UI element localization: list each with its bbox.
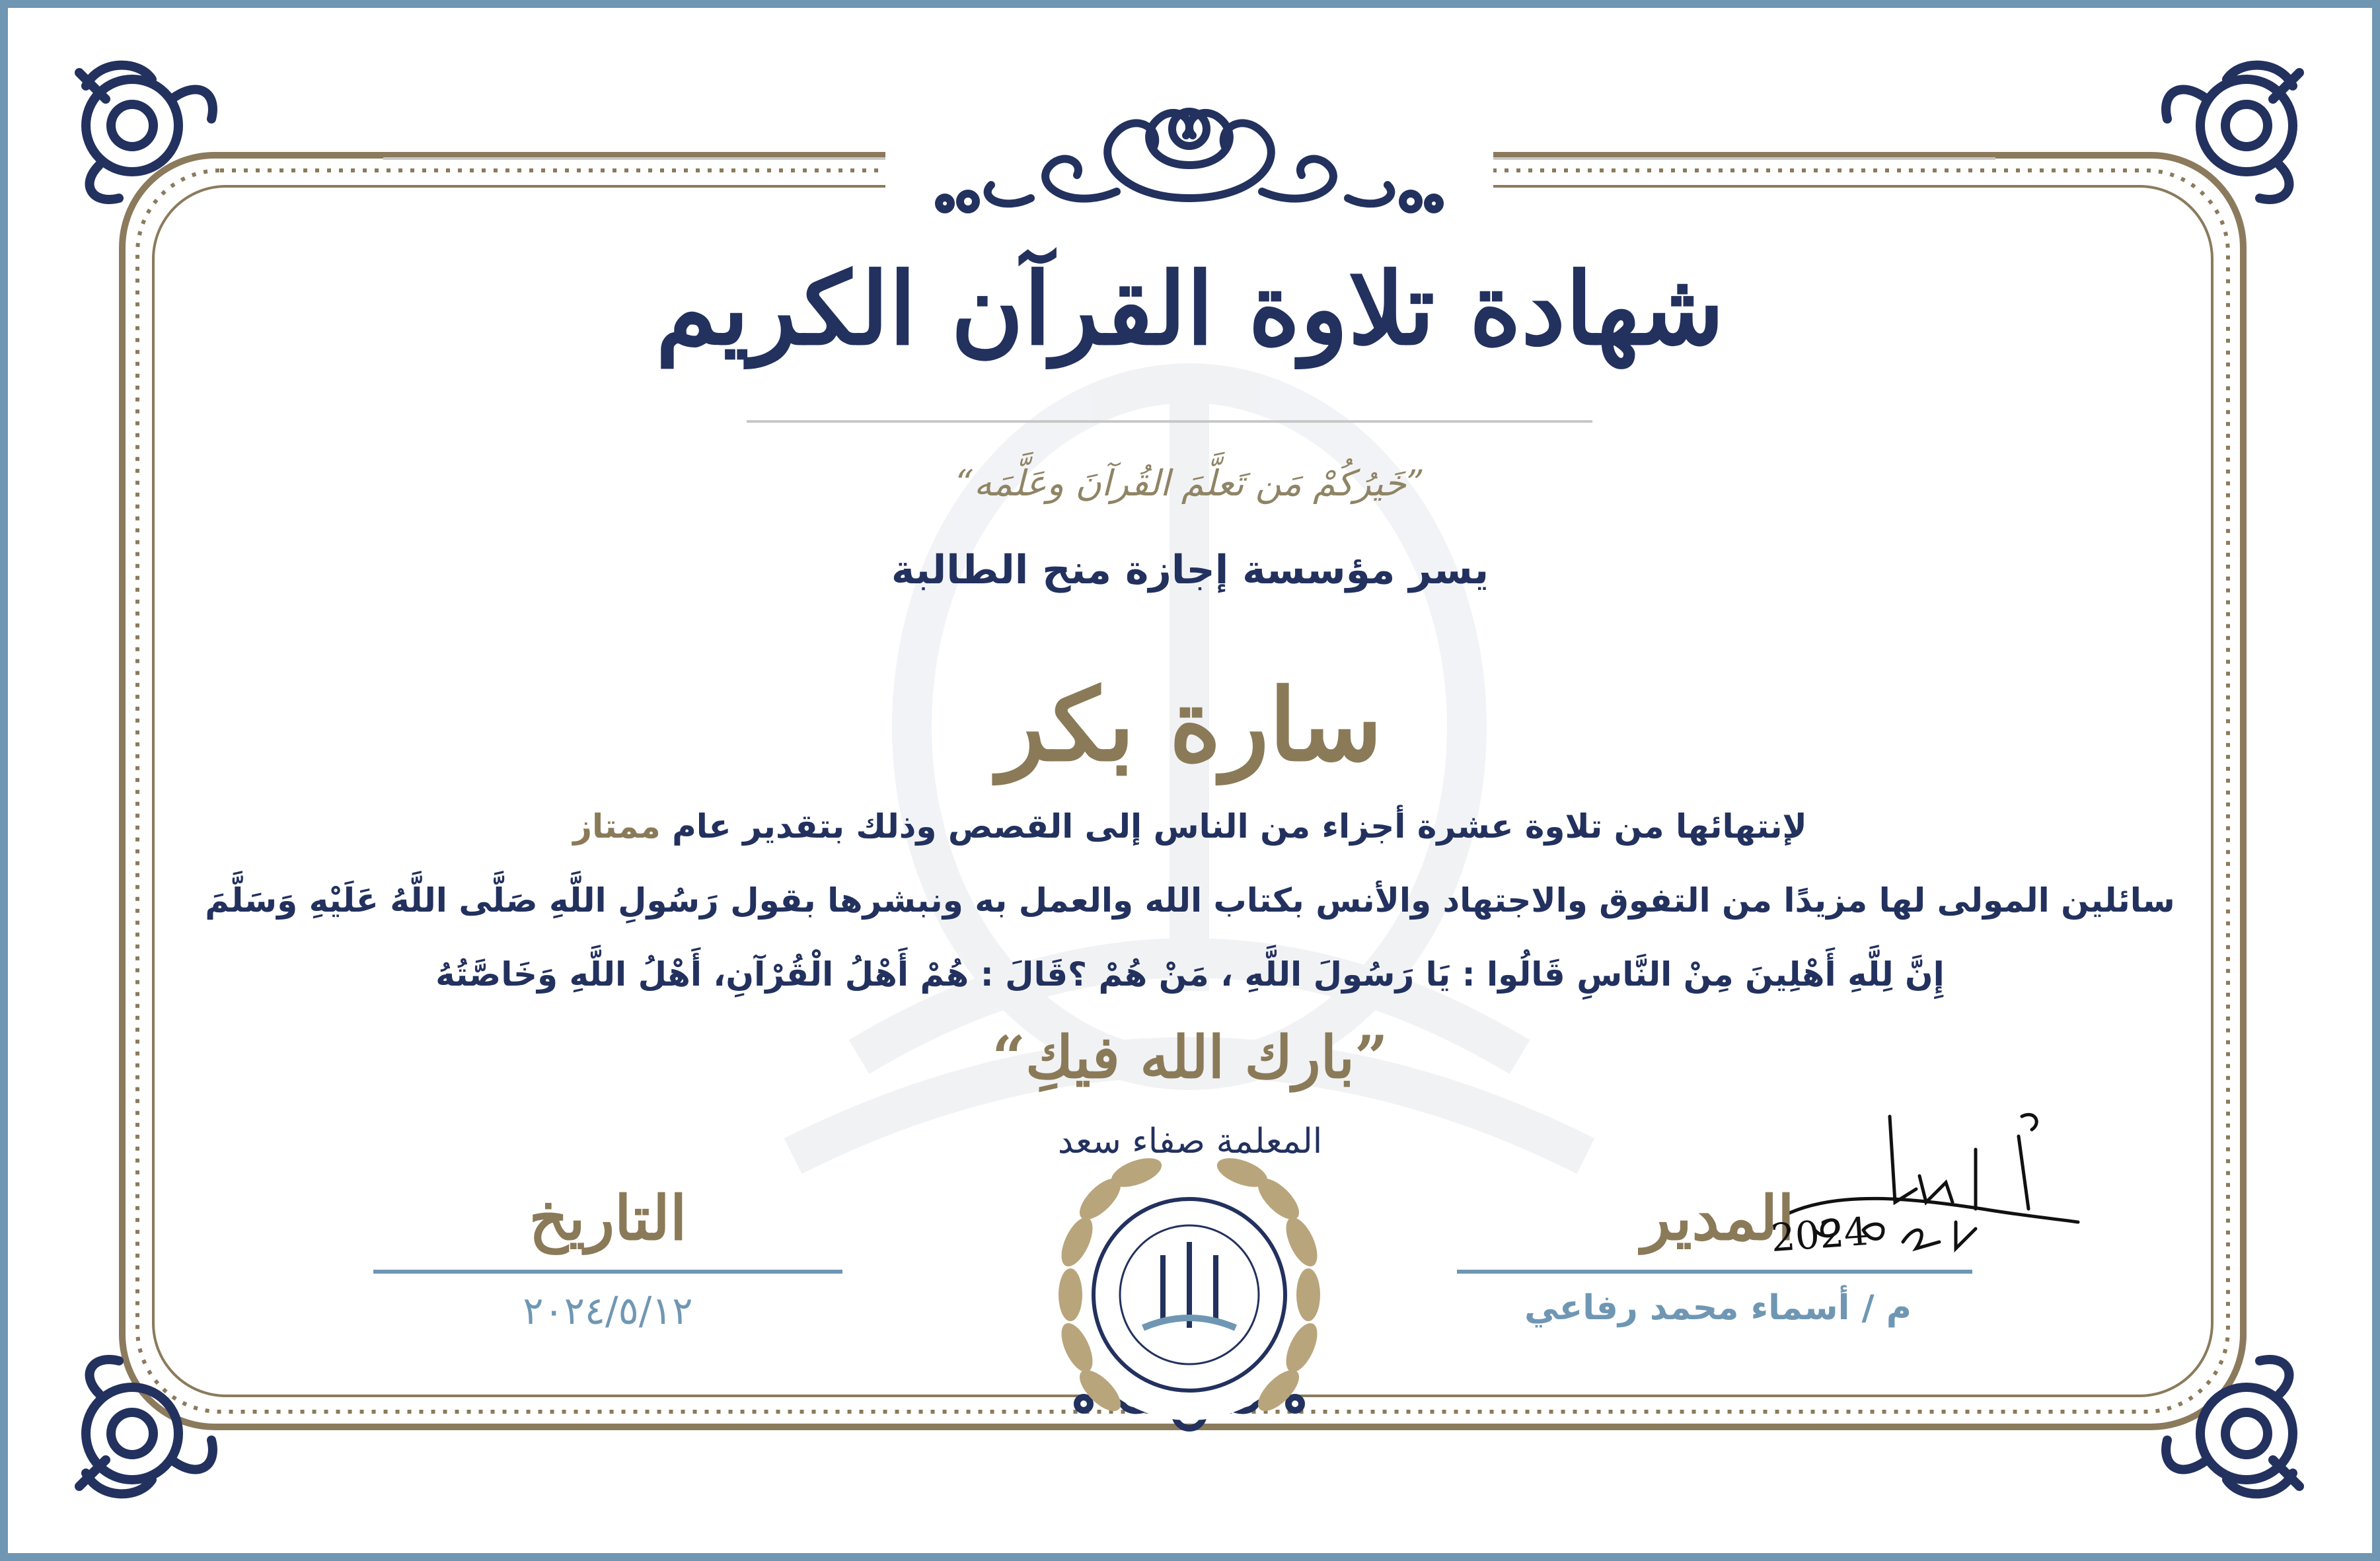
completion-text: لإنتهائها من تلاوة عشرة أجزاء من الناس إلى القصص وذلك بتقدير عام xyxy=(660,807,1807,846)
date-rule xyxy=(373,1270,842,1274)
director-rule xyxy=(1457,1270,1972,1274)
date-label: التاريخ xyxy=(529,1182,687,1254)
seal-logo-icon xyxy=(1055,1152,1323,1420)
corner-ornament-top-right-icon xyxy=(2166,65,2299,200)
certificate-title: شهادة تلاوة القرآن الكريم xyxy=(655,251,1725,367)
corner-ornament-top-left-icon xyxy=(79,65,213,200)
intro-line: يسر مؤسسة إجازة منح الطالبة xyxy=(891,547,1489,593)
teacher-name: المعلمة صفاء سعد xyxy=(1057,1122,1323,1161)
date-value: ٢٠٢٤/٥/١٢ xyxy=(523,1288,693,1333)
completion-line xyxy=(0,807,2380,846)
blessing-text: ”بارك الله فيكِ“ xyxy=(992,1023,1388,1091)
hadith-line: إِنَّ لِلَّهِ أَهْلِينَ مِنْ النَّاسِ قَالُوا : يَا رَسُولَ اللَّهِ ، مَنْ هُمْ ؟قَالَ : هُمْ أَهْلُ الْقُرْآنِ، أَهْلُ اللَّهِ وَخَاصَّتُهُ xyxy=(435,955,1945,994)
signature-year: 2024 xyxy=(1769,1208,1870,1261)
student-name: سارة بكر xyxy=(998,667,1382,783)
grade-value: ممتاز xyxy=(573,807,661,846)
director-label: المدير xyxy=(1641,1182,1795,1254)
director-name: م / أسماء محمد رفاعي xyxy=(1524,1288,1912,1328)
prayer-line: سائلين المولى لها مزيدًا من التفوق والاجتهاد والأنس بكتاب الله والعمل به ونبشرها بقول رَسُولِ اللَّهِ صَلَّى اللَّهُ عَلَيْهِ وَسَلَّمَ xyxy=(205,881,2175,920)
hadith-quote: ”خَيرُكُمْ مَن تَعلَّمَ القُرآنَ وعَلَّمَه“ xyxy=(955,462,1425,504)
